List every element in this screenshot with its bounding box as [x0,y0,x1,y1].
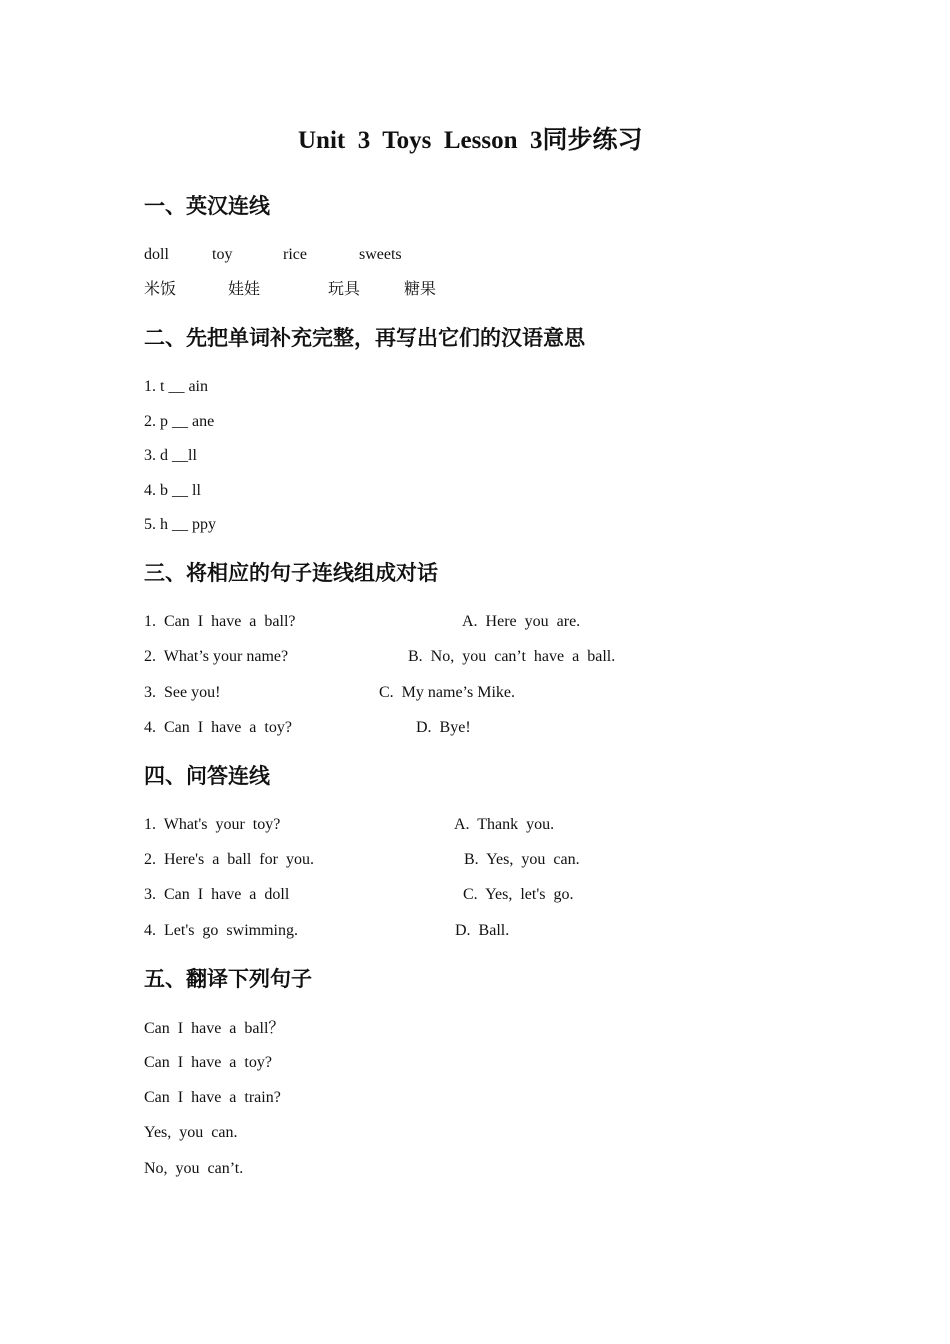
english-word: rice [283,246,307,263]
fill-in-item: 2. p __ ane [144,413,215,430]
answer-item: C. Yes, let's go. [463,886,574,903]
dialogue-answer: A. Here you are. [462,613,581,630]
chinese-word: 米饭 [144,281,177,298]
dialogue-answer: B. No, you can’t have a ball. [408,648,616,665]
answer-item: A. Thank you. [454,816,555,833]
dialogue-question: 2. What’s your name? [144,648,289,665]
fill-in-item: 1. t __ ain [144,378,208,395]
dialogue-answer: C. My name’s Mike. [379,684,515,701]
answer-item: D. Ball. [455,922,510,939]
question-item: 2. Here's a ball for you. [144,851,314,868]
fill-in-item: 5. h __ ppy [144,516,216,533]
translation-item: No, you can’t. [144,1160,244,1177]
translation-item: Can I have a toy? [144,1054,272,1071]
dialogue-question: 3. See you! [144,684,221,701]
english-word: doll [144,246,169,263]
section-5-heading: 五、翻译下列句子 [144,967,312,991]
translation-item: Can I have a train? [144,1089,281,1106]
english-word: toy [212,246,233,263]
question-item: 4. Let's go swimming. [144,922,298,939]
translation-item: Can I have a ball？ [144,1020,285,1037]
answer-item: B. Yes, you can. [464,851,580,868]
fill-in-item: 4. b __ ll [144,482,201,499]
chinese-word: 玩具 [328,281,361,298]
english-word: sweets [359,246,402,263]
question-item: 3. Can I have a doll [144,886,290,903]
dialogue-question: 4. Can I have a toy? [144,719,292,736]
question-item: 1. What's your toy? [144,816,281,833]
fill-in-item: 3. d __ll [144,447,197,464]
translation-item: Yes, you can. [144,1124,238,1141]
section-1-heading: 一、英汉连线 [144,194,270,218]
chinese-word: 娃娃 [228,281,261,298]
section-2-heading: 二、先把单词补充完整，再写出它们的汉语意思 [144,326,585,350]
chinese-word: 糖果 [404,281,437,298]
dialogue-question: 1. Can I have a ball? [144,613,296,630]
section-3-heading: 三、将相应的句子连线组成对话 [144,561,438,585]
section-4-heading: 四、问答连线 [144,764,270,788]
page-title: Unit 3 Toys Lesson 3同步练习 [298,127,643,154]
dialogue-answer: D. Bye! [416,719,471,736]
